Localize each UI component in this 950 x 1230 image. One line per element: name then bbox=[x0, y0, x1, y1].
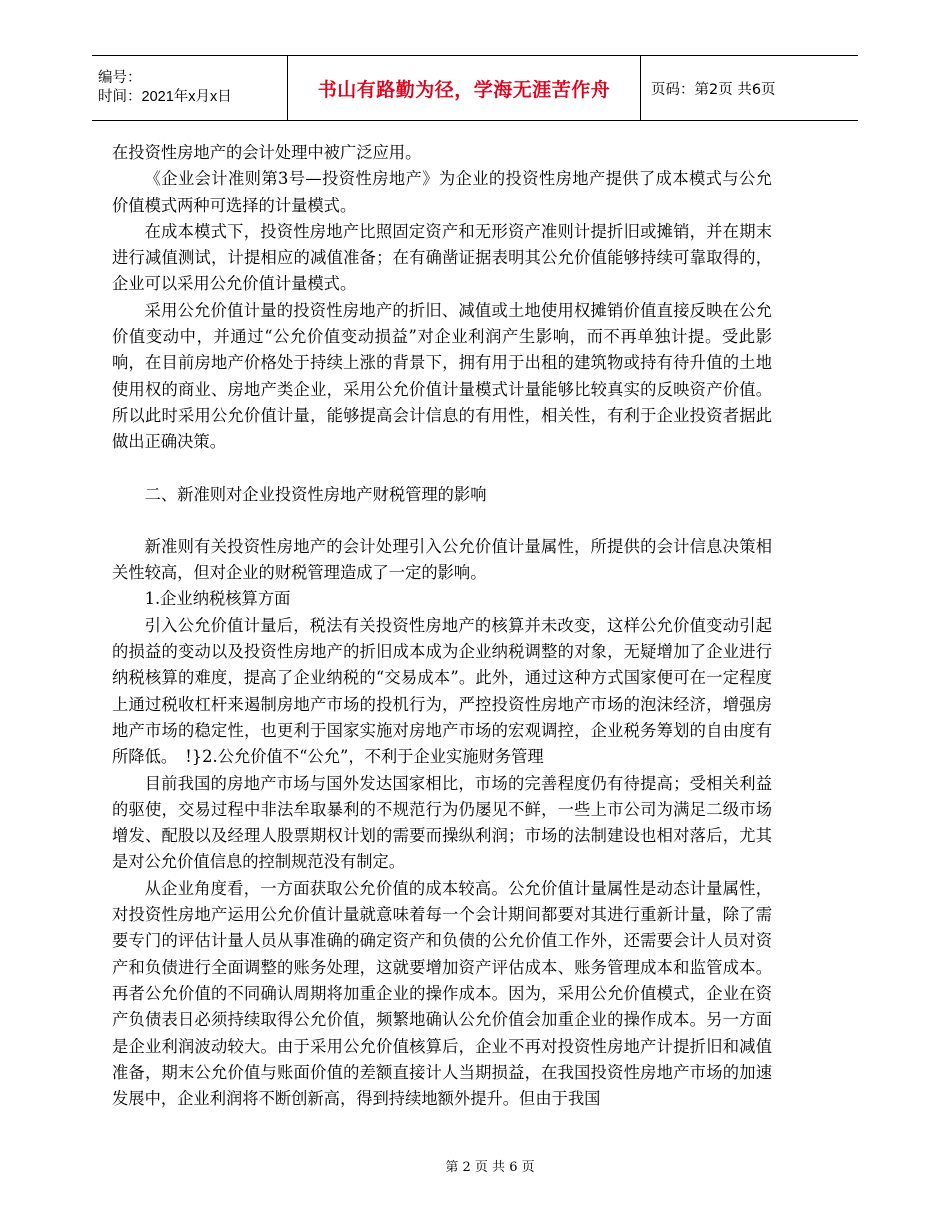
section-heading: 二、新准则对企业投资性房地产财税管理的影响 bbox=[144, 484, 487, 504]
paragraph: 新准则有关投资性房地产的会计处理引入公允价值计量属性，所提供的会计信息决策相关性较高，但对企业的财税管理造成了一定的影响。 bbox=[112, 536, 772, 583]
header-meta bbox=[92, 56, 287, 120]
subsection-heading: 1.企业纳税核算方面 bbox=[144, 589, 291, 609]
header-motto: 书山有路勤为径，学海无涯苦作舟 bbox=[317, 78, 611, 101]
spacer bbox=[112, 508, 772, 534]
header-motto-cell bbox=[287, 56, 641, 120]
header-page-cell bbox=[641, 56, 858, 120]
spacer bbox=[112, 456, 772, 482]
document-date: 时间：2021年x月x日 bbox=[98, 89, 232, 105]
header-page-number: 页码：第2页 共6页 bbox=[651, 81, 776, 98]
paragraph: 《企业会计准则第3号—投资性房地产》为企业的投资性房地产提供了成本模式与公允价值模式两种可选择的计量模式。 bbox=[112, 169, 772, 215]
paragraph: 目前我国的房地产市场与国外发达国家相比，市场的完善程度仍有待提高；受相关利益的驱使，交易过程中非法牟取暴利的不规范行为仍屡见不鲜，一些上市公司为满足二级市场增发、配股以及经理人股票期权计划的需要而操纵利润；市场的法制建设也相对落后，尤其是对公允价值信息的控制规范没有制定。 bbox=[112, 773, 772, 872]
paragraph: 在投资性房地产的会计处理中被广泛应用。 bbox=[112, 143, 422, 162]
paragraph: 在成本模式下，投资性房地产比照固定资产和无形资产准则计提折旧或摊销，并在期末进行减值测试，计提相应的减值准备；在有确凿证据表明其公允价值能够持续可靠取得的，企业可以采用公允价值计量模式。 bbox=[112, 221, 772, 294]
paragraph: 引入公允价值计量后，税法有关投资性房地产的核算并未改变，这样公允价值变动引起的损益的变动以及投资性房地产的折旧成本成为企业纳税调整的对象，无疑增加了企业进行纳税核算的难度，提高了企业纳税的“交易成本”。此外，通过这种方式国家便可在一定程度上通过税收杠杆来遏制房地产市场的投机行为，严控投资性房地产市场的泡沫经济，增强房地产市场的稳定性，也更利于国家实施对房地产市场的宏观调控，企业税务筹划的自由度有所降低。 !}2.公允价值不“公允”，不利于企业实施财务管理 bbox=[112, 615, 772, 767]
paragraph: 采用公允价值计量的投资性房地产的折旧、减值或土地使用权摊销价值直接反映在公允价值变动中，并通过“公允价值变动损益”对企业利润产生影响，而不再单独计提。受此影响，在目前房地产价格处于持续上涨的背景下，拥有用于出租的建筑物或持有待升值的土地使用权的商业、房地产类企业，采用公允价值计量模式计量能够比较真实的反映资产价值。所以此时采用公允价值计量，能够提高会计信息的有用性，相关性，有利于企业投资者据此做出正确决策。 bbox=[112, 300, 772, 452]
page-footer: 第 2 页 共 6 页 bbox=[445, 1160, 535, 1175]
paragraph: 从企业角度看，一方面获取公允价值的成本较高。公允价值计量属性是动态计量属性，对投资性房地产运用公允价值计量就意味着每一个会计期间都要对其进行重新计量，除了需要专门的评估计量人员从事准确的确定资产和负债的公允价值工作外，还需要会计人员对资产和负债进行全面调整的账务处理，这就要增加资产评估成本、账务管理成本和监管成本。再者公允价值的不同确认周期将加重企业的操作成本。因为，采用公允价值模式，企业在资产负债表日必须持续取得公允价值，频繁地确认公允价值会加重企业的操作成本。另一方面是企业利润波动较大。由于采用公允价值核算后，企业不再对投资性房地产计提折旧和减值准备，期末公允价值与账面价值的差额直接计人当期损益，在我国投资性房地产市场的加速发展中，企业利润将不断创新高，得到持续地额外提升。但由于我国 bbox=[112, 878, 772, 1109]
document-number-label: 编号： bbox=[98, 70, 142, 86]
body-text bbox=[112, 140, 772, 1112]
header-table bbox=[92, 55, 858, 121]
